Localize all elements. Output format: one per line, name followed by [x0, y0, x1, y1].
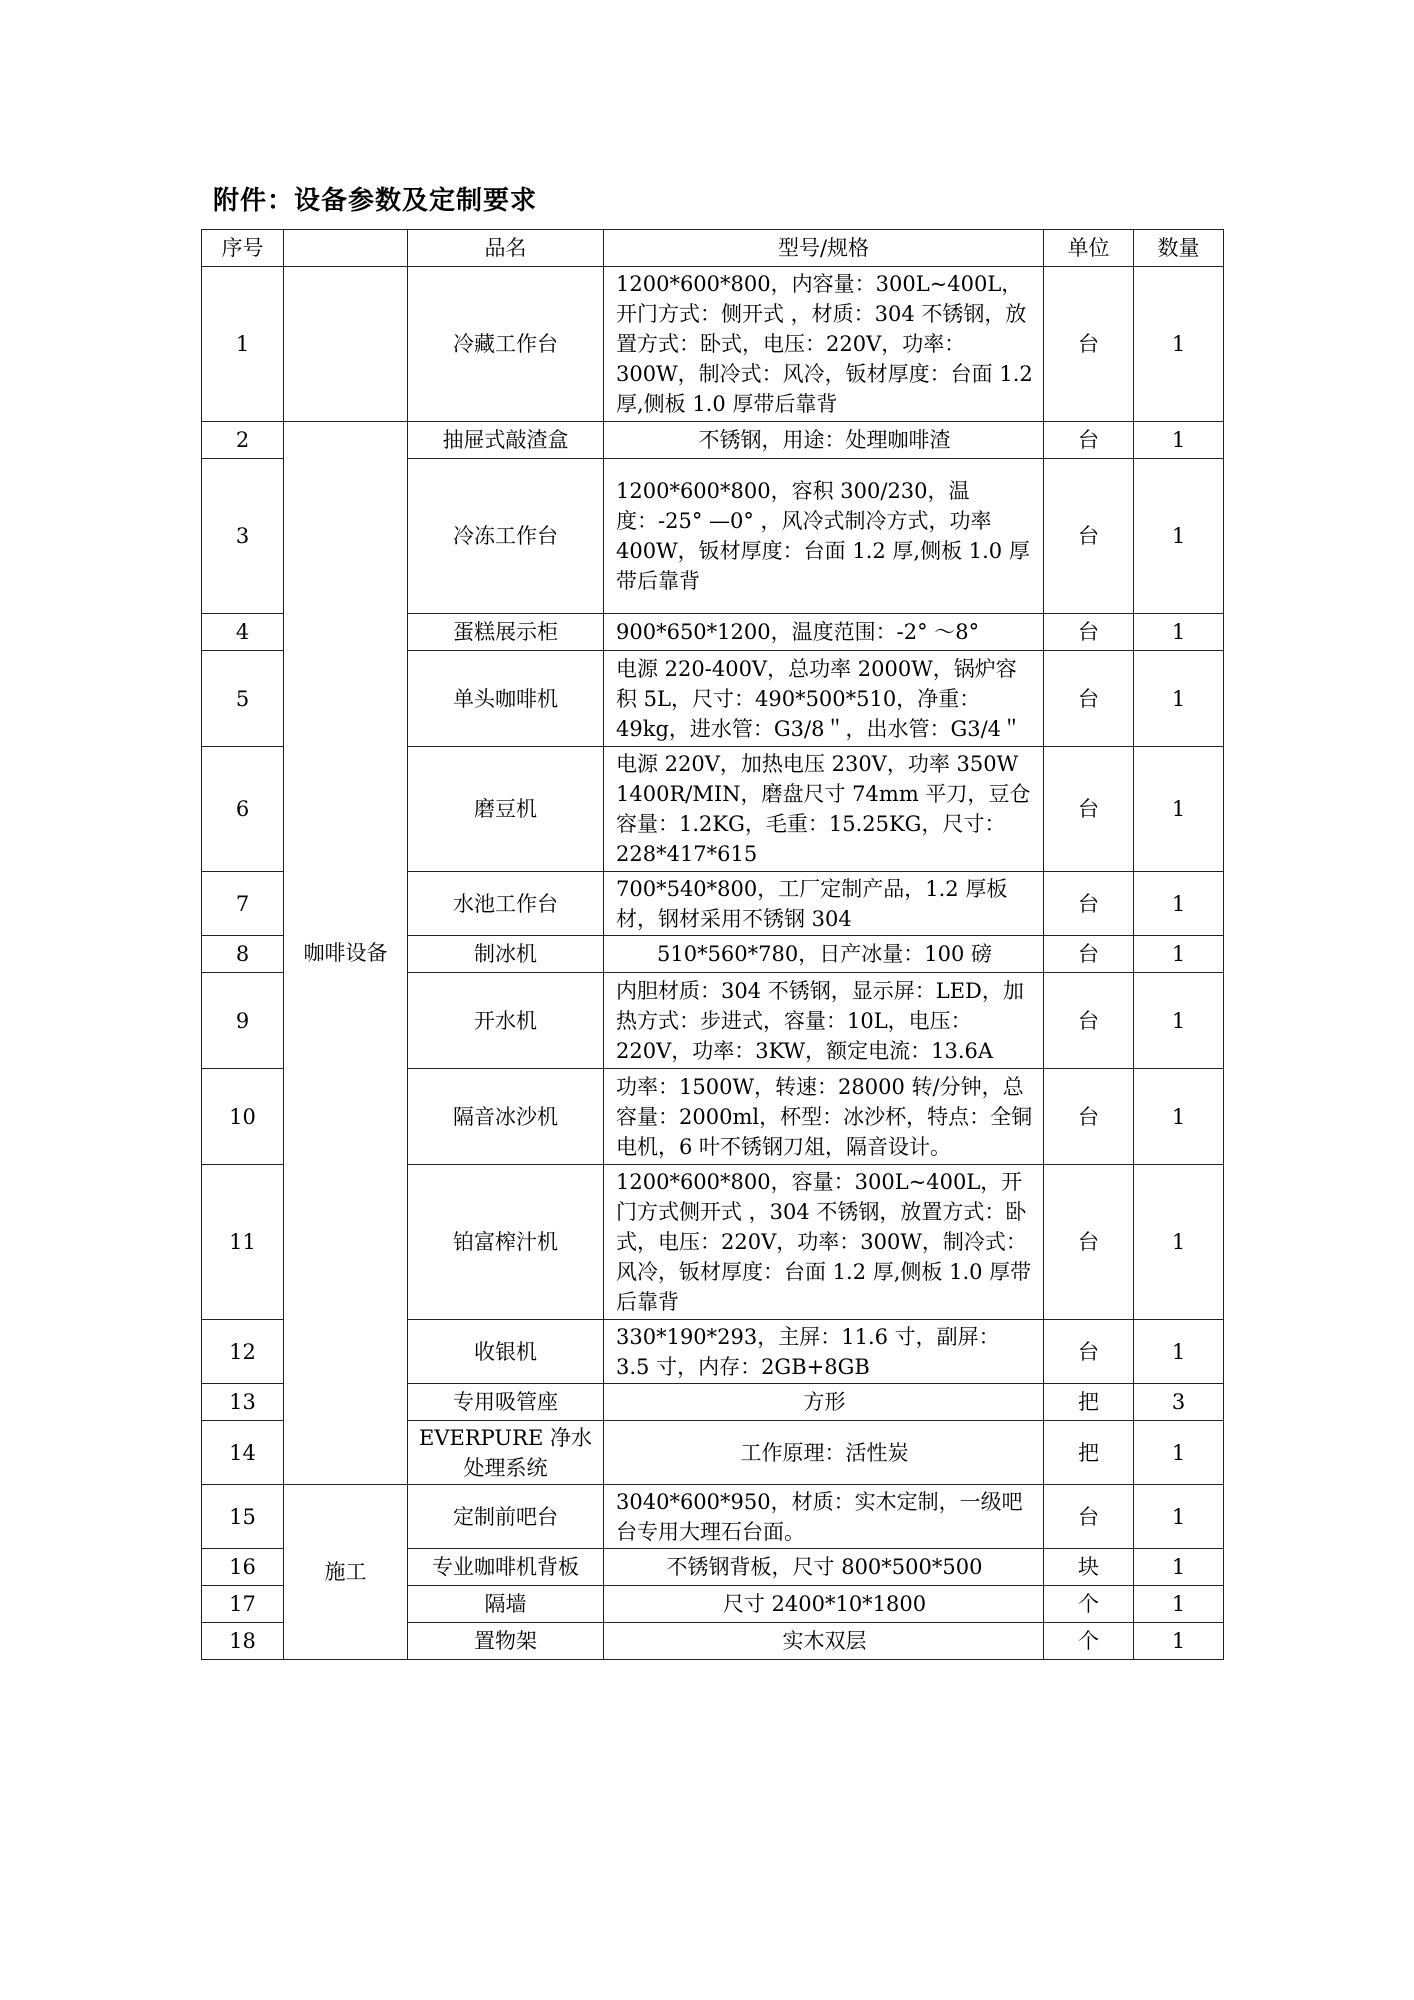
group-coffee-equipment: 咖啡设备: [284, 422, 408, 1485]
row-qty: 1: [1134, 936, 1224, 973]
row-no: 10: [202, 1069, 284, 1165]
row-name: 铂富榨汁机: [408, 1165, 604, 1320]
row-no: 2: [202, 422, 284, 459]
row-no: 17: [202, 1586, 284, 1623]
row-no: 15: [202, 1485, 284, 1549]
row-no: 8: [202, 936, 284, 973]
equipment-spec-table: [201, 229, 1224, 1660]
row-unit: 台: [1044, 459, 1134, 614]
row-qty: 1: [1134, 1165, 1224, 1320]
row-no: 18: [202, 1623, 284, 1660]
row-no: 4: [202, 614, 284, 651]
row-no: 14: [202, 1421, 284, 1485]
row-qty: 1: [1134, 1586, 1224, 1623]
row-spec: 3040*600*950，材质：实木定制，一级吧台专用大理石台面。: [604, 1485, 1044, 1549]
table-row: [202, 422, 1224, 459]
header-group: [284, 230, 408, 267]
row-name: 专业咖啡机背板: [408, 1549, 604, 1586]
page-title: 附件：设备参数及定制要求: [213, 186, 538, 216]
row-spec: 功率：1500W，转速：28000 转/分钟，总容量：2000ml，杯型：冰沙杯，特点：全铜电机，6 叶不锈钢刀俎，隔音设计。: [604, 1069, 1044, 1165]
row-spec: 电源 220V，加热电压 230V，功率 350W 1400R/MIN，磨盘尺寸 74mm 平刀，豆仓容量：1.2KG，毛重：15.25KG，尺寸：228*417*615: [604, 747, 1044, 872]
row-spec: 实木双层: [604, 1623, 1044, 1660]
row-no: 1: [202, 267, 284, 422]
row-qty: 3: [1134, 1384, 1224, 1421]
row-name: 冷冻工作台: [408, 459, 604, 614]
row-spec: 尺寸 2400*10*1800: [604, 1586, 1044, 1623]
row-spec: 510*560*780，日产冰量：100 磅: [604, 936, 1044, 973]
row-spec: 方形: [604, 1384, 1044, 1421]
row-unit: 台: [1044, 872, 1134, 936]
row-unit: 台: [1044, 614, 1134, 651]
row-spec: 330*190*293，主屏：11.6 寸，副屏：3.5 寸，内存：2GB+8GB: [604, 1320, 1044, 1384]
row-name: 隔墙: [408, 1586, 604, 1623]
row-no: 5: [202, 651, 284, 747]
row-spec: 电源 220-400V，总功率 2000W，锅炉容积 5L，尺寸：490*500*510，净重：49kg，进水管：G3/8＂，出水管：G3/4＂: [604, 651, 1044, 747]
row-name: 制冰机: [408, 936, 604, 973]
row-unit: 个: [1044, 1623, 1134, 1660]
row-spec: 内胆材质：304 不锈钢，显示屏：LED，加热方式：步进式，容量：10L，电压：220V，功率：3KW，额定电流：13.6A: [604, 973, 1044, 1069]
table-header-row: [202, 230, 1224, 267]
row-name: 定制前吧台: [408, 1485, 604, 1549]
row-name: EVERPURE 净水处理系统: [408, 1421, 604, 1485]
row-spec: 1200*600*800，容积 300/230，温度：-25° —0° ，风冷式制冷方式，功率 400W，钣材厚度：台面 1.2 厚,侧板 1.0 厚带后靠背: [604, 459, 1044, 614]
row-unit: 把: [1044, 1384, 1134, 1421]
row-spec: 700*540*800，工厂定制产品，1.2 厚板材，钢材采用不锈钢 304: [604, 872, 1044, 936]
row-qty: 1: [1134, 872, 1224, 936]
row-unit: 台: [1044, 1069, 1134, 1165]
row-qty: 1: [1134, 651, 1224, 747]
row-spec: 工作原理：活性炭: [604, 1421, 1044, 1485]
row-qty: 1: [1134, 1320, 1224, 1384]
row-qty: 1: [1134, 1485, 1224, 1549]
header-unit: 单位: [1044, 230, 1134, 267]
row-name: 水池工作台: [408, 872, 604, 936]
header-no: 序号: [202, 230, 284, 267]
row-spec: 1200*600*800，内容量：300L~400L，开门方式：侧开式 ，材质：304 不锈钢，放置方式：卧式，电压：220V，功率：300W，制冷式：风冷，钣材厚度：台面 1.2 厚,侧板 1.0 厚带后靠背: [604, 267, 1044, 422]
row-qty: 1: [1134, 422, 1224, 459]
row-qty: 1: [1134, 267, 1224, 422]
row-name: 冷藏工作台: [408, 267, 604, 422]
header-qty: 数量: [1134, 230, 1224, 267]
header-name: 品名: [408, 230, 604, 267]
row-qty: 1: [1134, 747, 1224, 872]
row-name: 收银机: [408, 1320, 604, 1384]
row-unit: 台: [1044, 936, 1134, 973]
row-name: 磨豆机: [408, 747, 604, 872]
row-no: 9: [202, 973, 284, 1069]
table-row: [202, 1485, 1224, 1549]
row-name: 抽屉式敲渣盒: [408, 422, 604, 459]
row-name: 专用吸管座: [408, 1384, 604, 1421]
table-row: [202, 267, 1224, 422]
row-name: 隔音冰沙机: [408, 1069, 604, 1165]
row-name: 单头咖啡机: [408, 651, 604, 747]
row-unit: 台: [1044, 651, 1134, 747]
row-name: 置物架: [408, 1623, 604, 1660]
row-name: 蛋糕展示柜: [408, 614, 604, 651]
row-no: 16: [202, 1549, 284, 1586]
row-spec: 1200*600*800，容量：300L~400L，开门方式侧开式 ，304 不锈钢，放置方式：卧式，电压：220V，功率：300W，制冷式：风冷，钣材厚度：台面 1.2 厚,侧板 1.0 厚带后靠背: [604, 1165, 1044, 1320]
header-spec: 型号/规格: [604, 230, 1044, 267]
row-qty: 1: [1134, 614, 1224, 651]
row-no: 13: [202, 1384, 284, 1421]
row-unit: 台: [1044, 973, 1134, 1069]
row-unit: 个: [1044, 1586, 1134, 1623]
row-qty: 1: [1134, 459, 1224, 614]
row-qty: 1: [1134, 973, 1224, 1069]
row-unit: 台: [1044, 267, 1134, 422]
row-qty: 1: [1134, 1549, 1224, 1586]
row-no: 7: [202, 872, 284, 936]
row-qty: 1: [1134, 1421, 1224, 1485]
row-qty: 1: [1134, 1069, 1224, 1165]
row-spec: 900*650*1200，温度范围：-2° ～8°: [604, 614, 1044, 651]
group-empty: [284, 267, 408, 422]
row-unit: 台: [1044, 422, 1134, 459]
row-unit: 块: [1044, 1549, 1134, 1586]
row-unit: 把: [1044, 1421, 1134, 1485]
row-no: 6: [202, 747, 284, 872]
row-name: 开水机: [408, 973, 604, 1069]
group-construction: 施工: [284, 1485, 408, 1660]
row-qty: 1: [1134, 1623, 1224, 1660]
row-unit: 台: [1044, 1320, 1134, 1384]
row-unit: 台: [1044, 747, 1134, 872]
row-unit: 台: [1044, 1165, 1134, 1320]
row-unit: 台: [1044, 1485, 1134, 1549]
row-no: 3: [202, 459, 284, 614]
row-spec: 不锈钢背板，尺寸 800*500*500: [604, 1549, 1044, 1586]
row-no: 11: [202, 1165, 284, 1320]
row-no: 12: [202, 1320, 284, 1384]
row-spec: 不锈钢，用途：处理咖啡渣: [604, 422, 1044, 459]
